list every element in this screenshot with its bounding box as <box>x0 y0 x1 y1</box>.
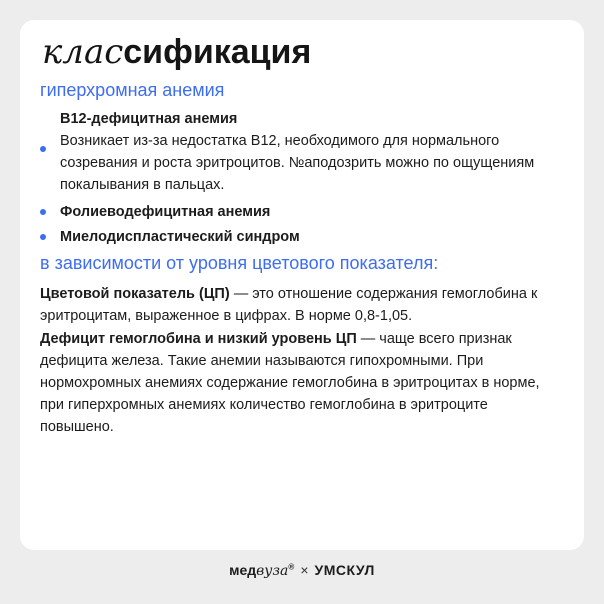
list-item <box>40 201 560 223</box>
brand-separator: × <box>300 562 309 578</box>
list-item <box>40 108 560 196</box>
brand-umskul-logo: УМСКУЛ <box>314 562 375 578</box>
footer-brand <box>0 562 604 582</box>
bullet-dot <box>40 209 46 215</box>
title-bold-part: сификация <box>123 33 312 71</box>
paragraph-bold-lead: Цветовой показатель (ЦП) <box>40 286 230 302</box>
title-italic-part: клас <box>42 32 124 72</box>
list-item-title: Фолиеводефицитная анемия <box>60 204 271 220</box>
paragraph-hemoglobin-deficit <box>40 328 560 438</box>
section-heading-color-index: в зависимости от уровня цветового показателя: <box>40 253 439 273</box>
bullet-dot <box>40 234 46 240</box>
list-item-title: B12-дефицитная анемия <box>60 111 238 127</box>
section-heading-hyperchromic: гиперхромная анемия <box>40 80 225 100</box>
brand-medvuza-logo: медвуза® <box>229 562 295 579</box>
paragraph-text: — это отношение содержания гемоглобина к эритроцитам, выраженное в цифрах. В норме 0,8-1,05. <box>40 286 538 324</box>
paragraph-color-index <box>40 283 560 327</box>
page-title <box>42 30 311 74</box>
list-item-description: Возникает из-за недостатка B12, необходимого для нормального созревания и роста эритроцитов. №аподозрить можно по ощущениям покалывания в пальцах. <box>60 133 535 193</box>
anemia-list <box>40 108 560 248</box>
bullet-dot <box>40 146 46 152</box>
paragraph-text: — чаще всего признак дефицита железа. Такие анемии называются гипохромными. При нормохромных анемиях содержание гемоглобина в эритроцитах в норме, при гиперхромных анемиях количество гемоглобина в эритроците повышено. <box>40 331 540 435</box>
list-item <box>40 226 560 248</box>
list-item-title: Миелодиспластический синдром <box>60 229 300 245</box>
paragraph-bold-lead: Дефицит гемоглобина и низкий уровень ЦП <box>40 331 357 347</box>
